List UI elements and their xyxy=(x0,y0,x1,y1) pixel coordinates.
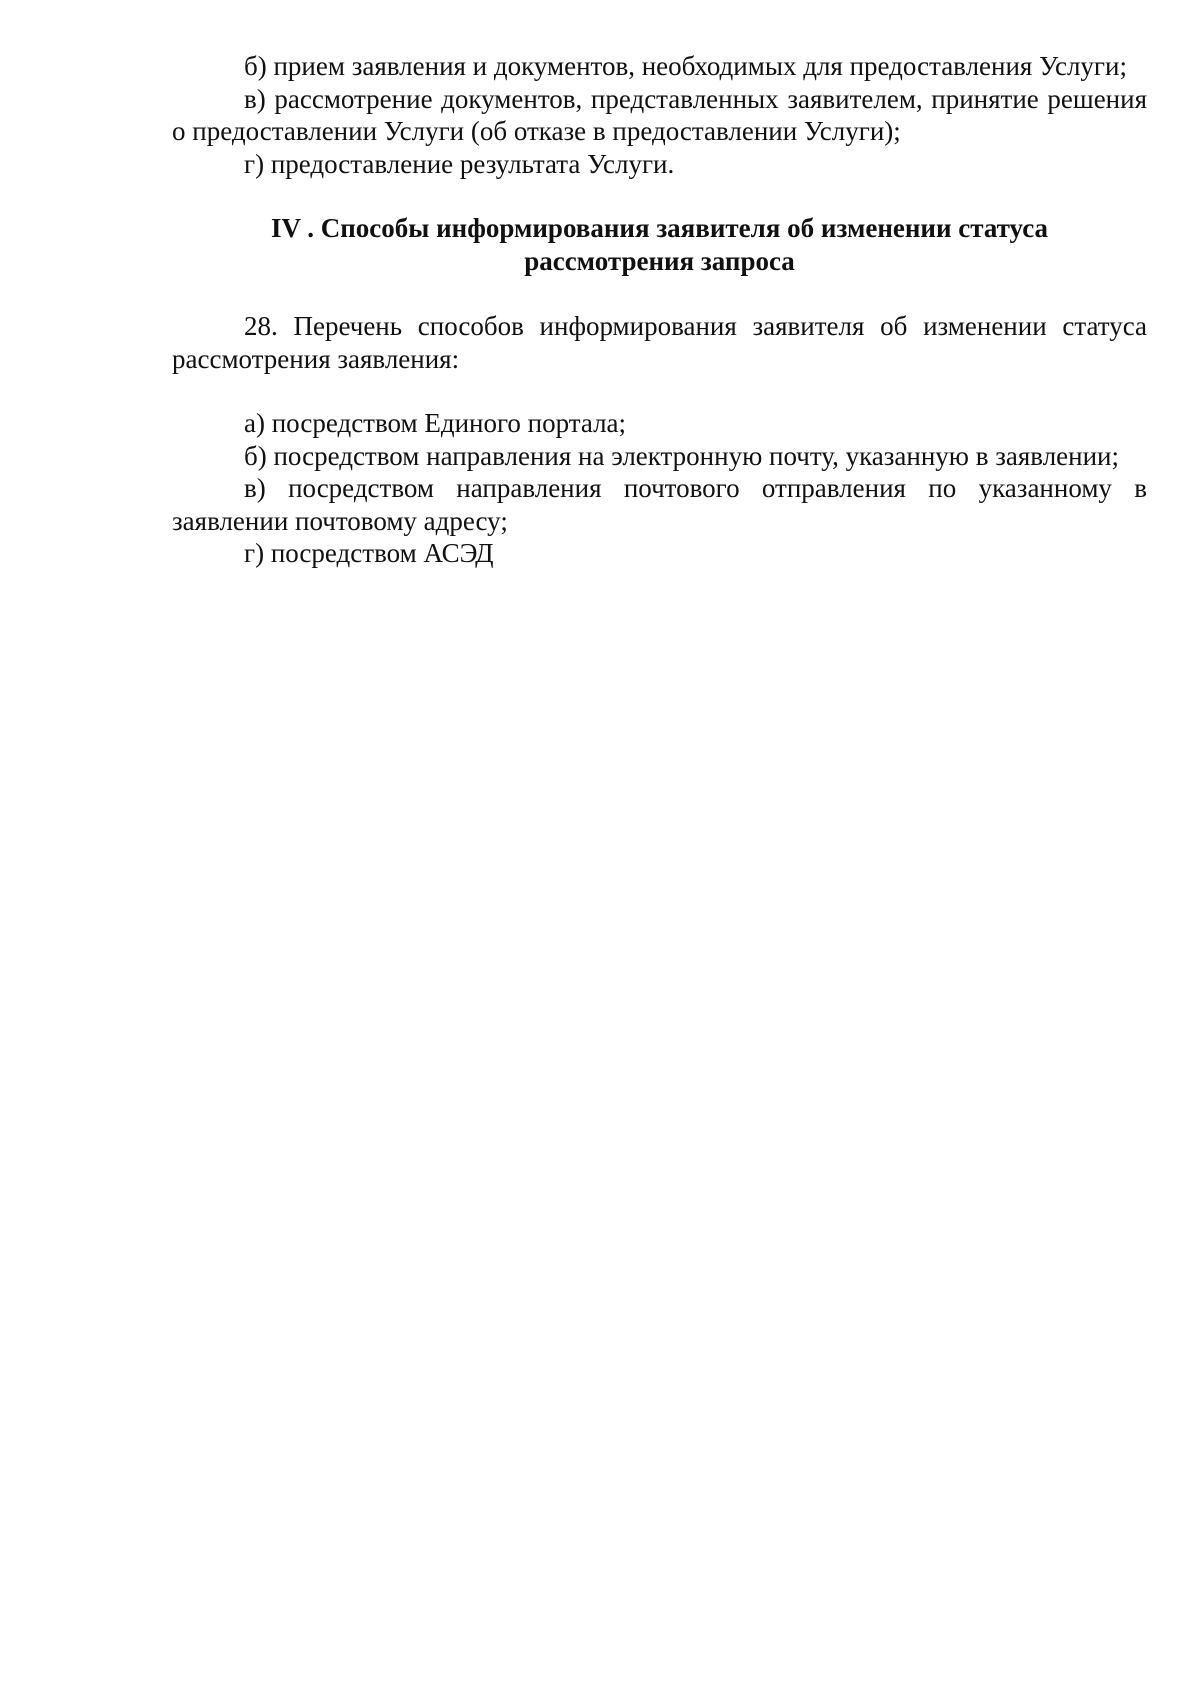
method-item-v: в) посредством направления почтового отправления по указанному в заявлении почтовому адресу; xyxy=(172,473,1147,536)
item-28: 28. Перечень способов информирования заявителя об изменении статуса рассмотрения заявления: xyxy=(172,311,1147,374)
method-item-b: б) посредством направления на электронную почту, указанную в заявлении; xyxy=(244,440,1119,471)
section-heading: IV . Способы информирования заявителя об изменении статуса рассмотрения запроса xyxy=(270,213,1049,276)
stage-item-v: в) рассмотрение документов, представленных заявителем, принятие решения о предоставлении Услуги (об отказе в предоставлении Услуги); xyxy=(172,83,1147,146)
spacer xyxy=(172,180,1147,212)
spacer xyxy=(172,278,1147,310)
stage-item-b: б) прием заявления и документов, необходимых для предоставления Услуги; xyxy=(244,51,1127,81)
stage-item-g: г) предоставление результата Услуги. xyxy=(244,148,675,179)
document-page xyxy=(172,50,1147,570)
spacer xyxy=(172,375,1147,407)
method-item-g: г) посредством АСЭД xyxy=(244,538,494,568)
method-item-a: а) посредством Единого портала; xyxy=(244,408,627,438)
